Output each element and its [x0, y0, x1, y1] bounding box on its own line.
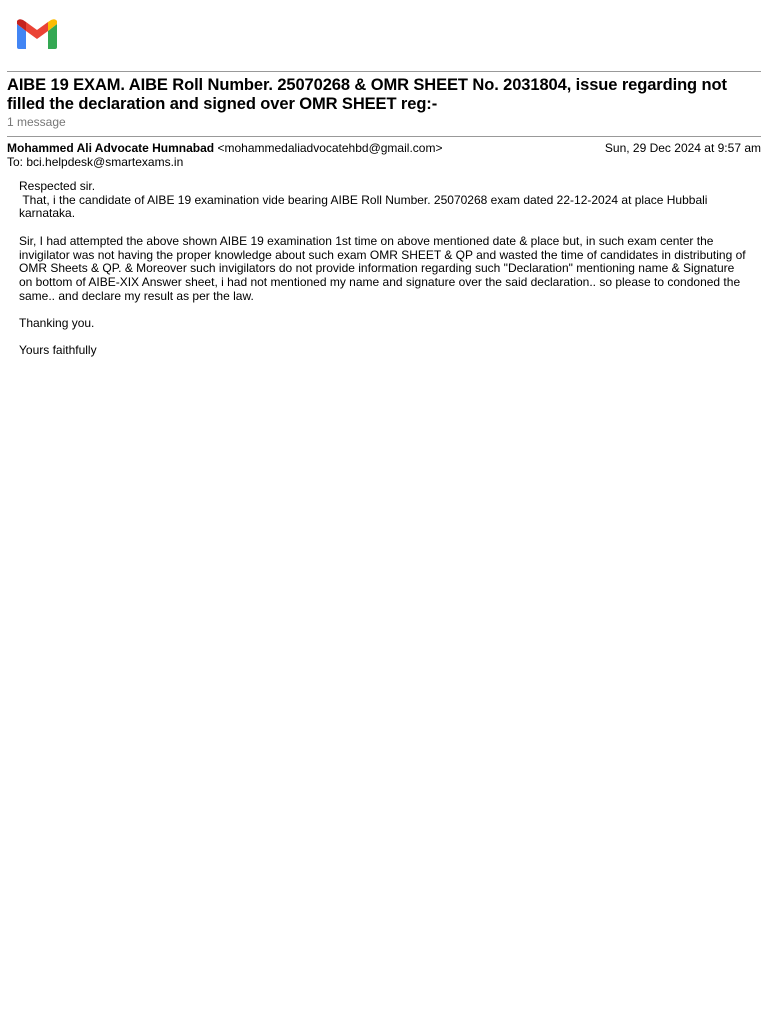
- sender-name: Mohammed Ali Advocate Humnabad: [7, 141, 215, 155]
- body-greeting: Respected sir.: [19, 179, 96, 193]
- message-date: Sun, 29 Dec 2024 at 9:57 am: [604, 141, 761, 155]
- body-thanks: Thanking you.: [19, 316, 95, 330]
- message-body: [19, 180, 749, 372]
- sender-line: [7, 141, 442, 155]
- gmail-logo-icon: [16, 18, 58, 50]
- body-paragraph-2: Sir, I had attempted the above shown AIBE 19 examination 1st time on above mentioned date & place but, in such exam center the invigilator was not having the proper knowledge about such exam OMR SHEET & QP and wasted the time of candidates in distributing of OMR Sheets & QP. & Moreover such invigilators do not provide information regarding such "Declaration" mentioning name & Signature on bottom of AIBE-XIX Answer sheet, i had not mentioned my name and signature over the said declaration.. so please to condoned the same.. and declare my result as per the law.: [19, 233, 749, 303]
- body-closing: Yours faithfully: [19, 343, 97, 358]
- email-subject: AIBE 19 EXAM. AIBE Roll Number. 25070268 & OMR SHEET No. 2031804, issue regarding not filled the declaration and signed over OMR SHEET reg:-: [7, 76, 727, 113]
- thread-divider: [7, 136, 761, 137]
- message-count: 1 message: [7, 115, 66, 129]
- recipient-line: To: bci.helpdesk@smartexams.in: [7, 155, 184, 169]
- body-paragraph-1: That, i the candidate of AIBE 19 examination vide bearing AIBE Roll Number. 25070268 exam dated 22-12-2024 at place Hubbali karnataka.: [19, 192, 711, 221]
- header-divider: [7, 71, 761, 72]
- sender-email: <mohammedaliadvocatehbd@gmail.com>: [217, 141, 443, 155]
